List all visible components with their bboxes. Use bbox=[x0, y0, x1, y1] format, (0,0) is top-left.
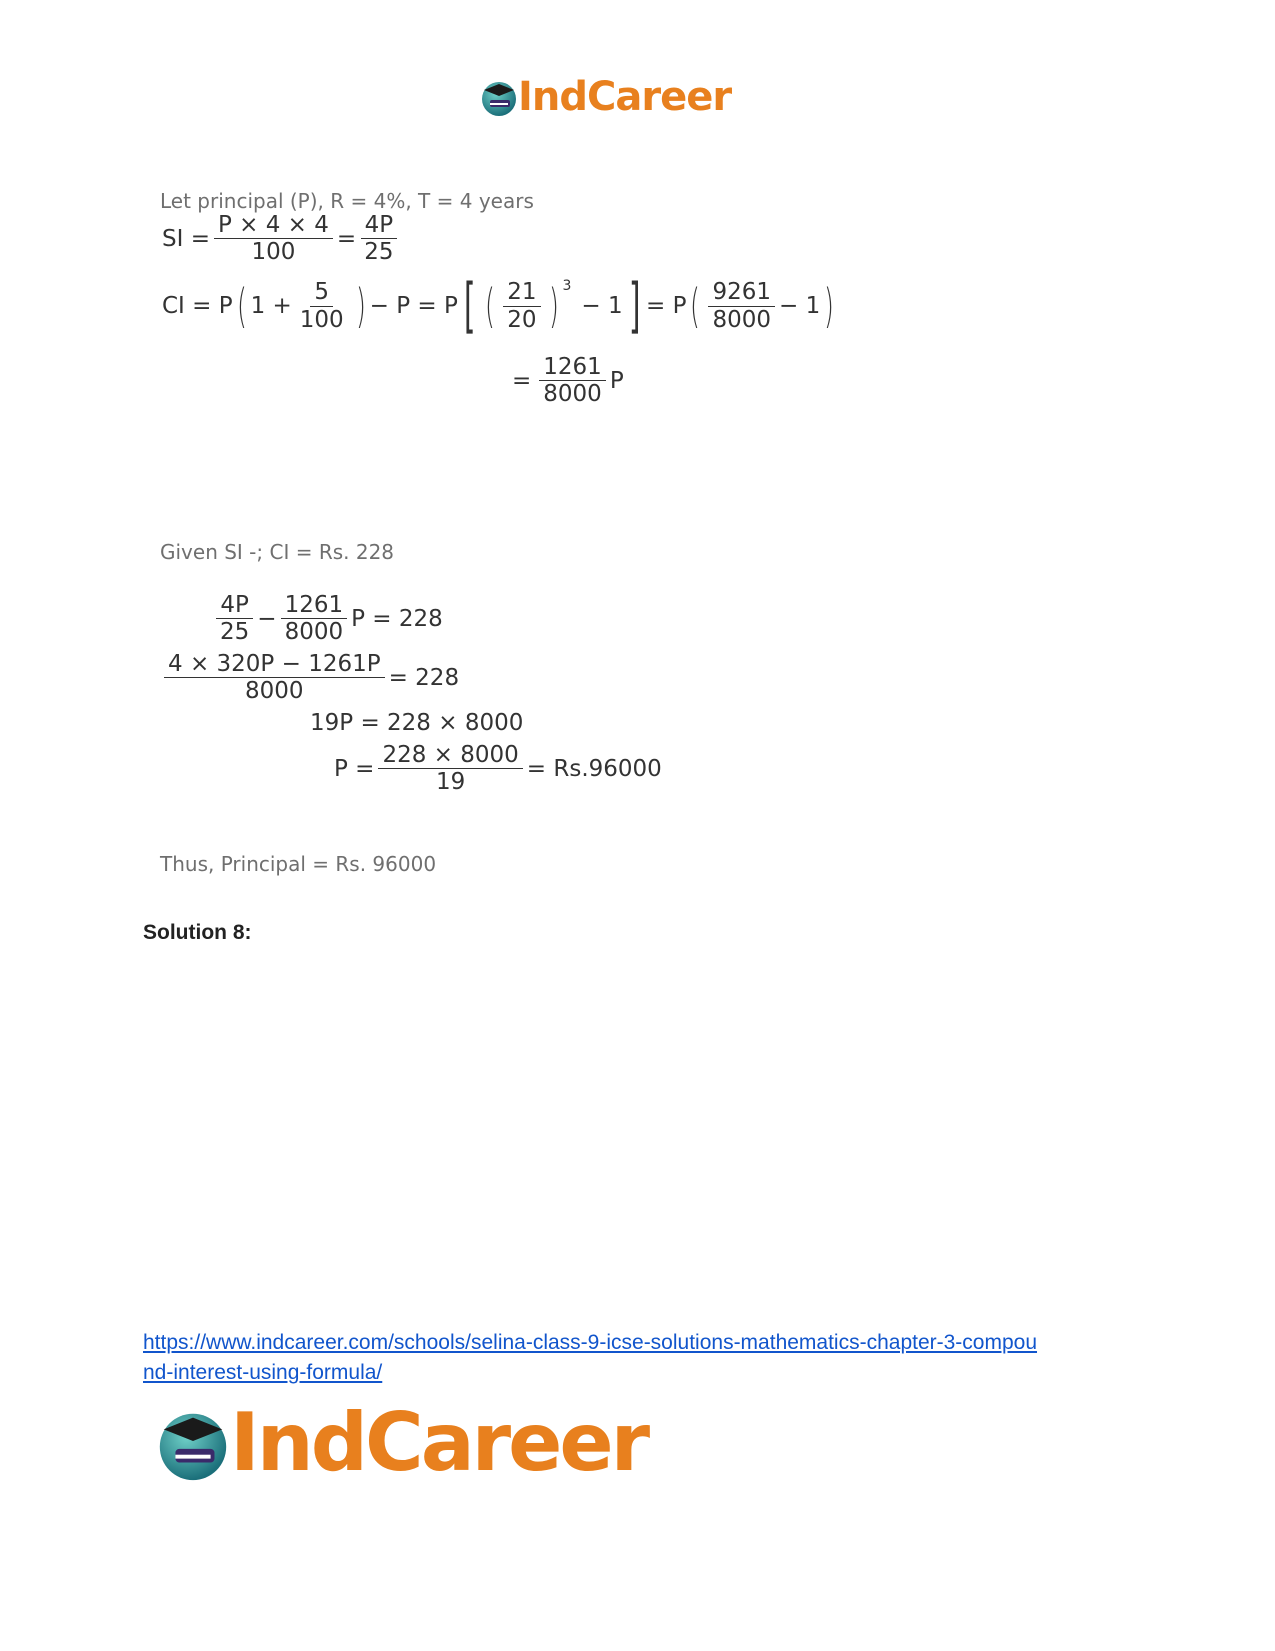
step-1 bbox=[212, 593, 443, 644]
ci-f1-num: 5 bbox=[310, 280, 333, 306]
si-eq: = bbox=[336, 225, 357, 252]
step1-rhs: P = 228 bbox=[351, 605, 443, 632]
ci-minus-one-b: − 1 bbox=[778, 293, 821, 319]
ci-f3-den: 8000 bbox=[712, 306, 771, 333]
ci-result bbox=[512, 355, 624, 406]
step1-den-a: 25 bbox=[220, 619, 250, 646]
step1-fraction-a bbox=[216, 593, 253, 644]
step1-num-a: 4P bbox=[216, 593, 253, 619]
ci-fraction-3 bbox=[708, 280, 775, 331]
si-f2-num: 4P bbox=[361, 213, 398, 239]
ci-result-fraction bbox=[539, 355, 606, 406]
step4-fraction bbox=[378, 743, 522, 794]
ci-f2-num: 21 bbox=[503, 280, 540, 306]
ci-f1-den: 100 bbox=[299, 306, 344, 333]
step1-num-b: 1261 bbox=[281, 593, 348, 619]
ci-minus-one: − 1 bbox=[581, 293, 623, 319]
si-f2-den: 25 bbox=[364, 239, 394, 266]
step2-num: 4 × 320P − 1261P bbox=[164, 652, 385, 678]
si-fraction-2 bbox=[360, 213, 397, 264]
ci-open-paren-3: ( bbox=[690, 279, 701, 333]
ci-minus-p-eq-p: − P = P bbox=[369, 293, 458, 319]
si-equation bbox=[162, 213, 401, 264]
step2-den: 8000 bbox=[245, 678, 304, 705]
ci-fraction-2 bbox=[503, 280, 540, 331]
step2-rhs: = 228 bbox=[388, 664, 460, 691]
step2-fraction bbox=[164, 652, 385, 703]
ci-close-paren: ) bbox=[355, 279, 366, 333]
step4-den: 19 bbox=[435, 769, 466, 796]
footer-logo-globe-icon bbox=[152, 1402, 234, 1484]
footer-link-line-1[interactable]: https://www.indcareer.com/schools/selina-class-9-icse-solutions-mathematics-chapter-3-compou bbox=[143, 1331, 1038, 1354]
ci-eq-p: = P bbox=[646, 293, 687, 319]
ci-exponent: 3 bbox=[562, 278, 572, 294]
ci-open-paren-2: ( bbox=[485, 279, 496, 333]
footer-logo bbox=[152, 1396, 647, 1489]
step4-rhs: = Rs.96000 bbox=[526, 755, 662, 782]
ci-res-num: 1261 bbox=[539, 355, 606, 381]
ci-f2-den: 20 bbox=[507, 306, 537, 333]
intro-line: Let principal (P), R = 4%, T = 4 years bbox=[160, 189, 534, 213]
ci-close-paren-2: ) bbox=[548, 279, 559, 333]
ci-result-eq: = bbox=[512, 367, 532, 394]
step1-fraction-b bbox=[281, 593, 348, 644]
ci-close-paren-3: ) bbox=[824, 279, 835, 333]
ci-fraction-1 bbox=[296, 280, 348, 331]
step4-num: 228 × 8000 bbox=[378, 743, 522, 769]
footer-link-line-2[interactable]: nd-interest-using-formula/ bbox=[143, 1361, 383, 1384]
step-3: 19P = 228 × 8000 bbox=[310, 710, 524, 736]
step-2 bbox=[160, 652, 459, 703]
ci-close-bracket: ] bbox=[628, 271, 641, 341]
ci-res-p: P bbox=[609, 367, 624, 394]
step4-lhs: P = bbox=[334, 755, 375, 782]
conclusion-line: Thus, Principal = Rs. 96000 bbox=[160, 852, 437, 876]
ci-f3-num: 9261 bbox=[708, 280, 775, 306]
ci-lhs: CI = P bbox=[162, 293, 233, 319]
si-fraction-1 bbox=[214, 213, 333, 264]
si-lhs: SI = bbox=[162, 225, 210, 252]
ci-one-plus: 1 + bbox=[250, 293, 292, 319]
footer-link-block bbox=[143, 1328, 1143, 1388]
logo-globe-icon bbox=[478, 76, 520, 118]
ci-equation bbox=[162, 271, 838, 341]
footer-logo-text: IndCareer bbox=[230, 1396, 648, 1489]
ci-open-paren: ( bbox=[236, 279, 247, 333]
ci-open-bracket: [ bbox=[463, 271, 476, 341]
solution-heading: Solution 8: bbox=[143, 921, 252, 944]
given-line: Given SI -; CI = Rs. 228 bbox=[160, 540, 395, 564]
header-logo bbox=[478, 74, 731, 120]
si-f1-num: P × 4 × 4 bbox=[214, 213, 333, 239]
si-f1-den: 100 bbox=[251, 239, 296, 266]
step-4 bbox=[334, 743, 662, 794]
header-logo-text: IndCareer bbox=[518, 74, 732, 120]
step1-den-b: 8000 bbox=[284, 619, 344, 646]
step1-minus: − bbox=[257, 605, 277, 632]
ci-res-den: 8000 bbox=[543, 381, 602, 408]
